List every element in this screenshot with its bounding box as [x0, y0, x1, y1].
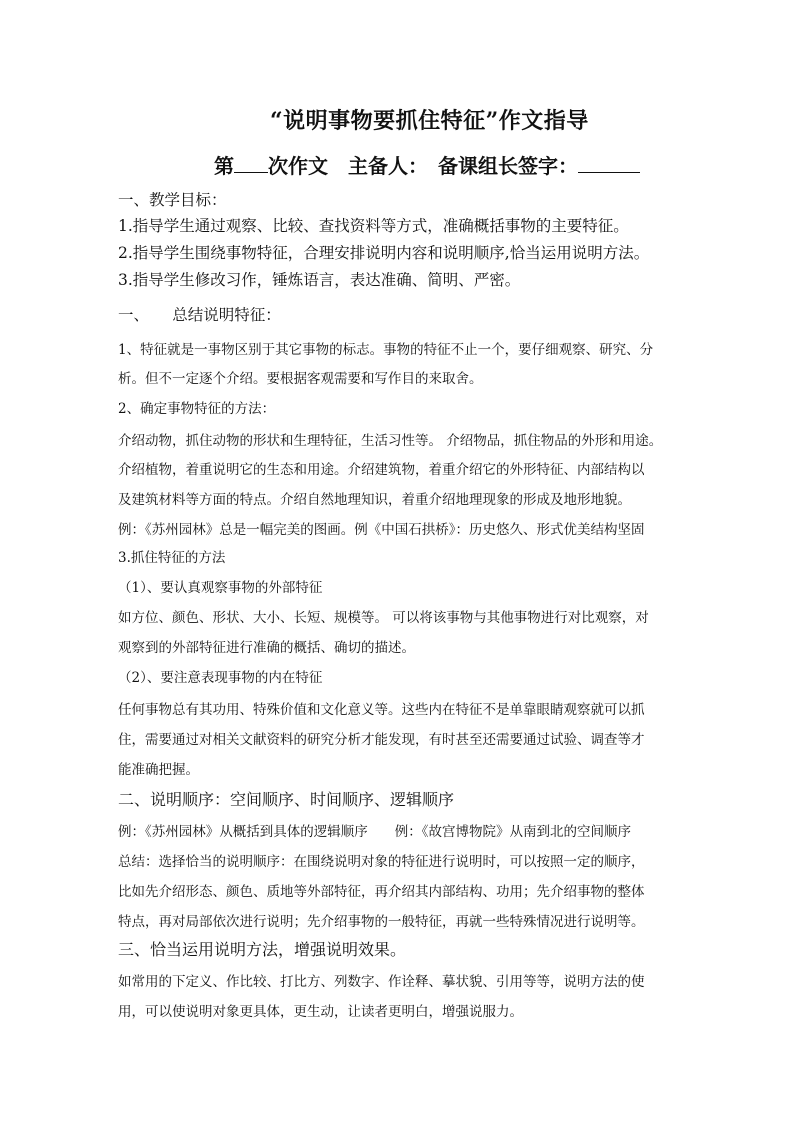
document-subtitle: [214, 150, 640, 179]
goal-line: 2.指导学生围绕事物特征，合理安排说明内容和说明顺序,恰当运用说明方法。: [118, 244, 650, 262]
paragraph-line: 介绍植物，着重说明它的生态和用途。介绍建筑物，着重介绍它的外形特征、内部结构以: [118, 462, 645, 478]
paragraph-line: 总结：选择恰当的说明顺序：在围绕说明对象的特征进行说明时，可以按照一定的顺序，: [118, 854, 645, 870]
paragraph-line: 用，可以使说明对象更具体，更生动，让读者更明白，增强说服力。: [118, 1004, 523, 1020]
paragraph-line: 例：《苏州园林》总是一幅完美的图画。例《中国石拱桥》：历史悠久、形式优美结构坚固: [118, 522, 645, 538]
paragraph-line: （1）、要认真观察事物的外部特征: [118, 580, 323, 596]
paragraph-line: 析。但不一定逐个介绍。要根据客观需要和写作目的来取舍。: [118, 371, 483, 387]
paragraph-line: 及建筑材料等方面的特点。介绍自然地理知识，着重介绍地理现象的形成及地形地貌。: [118, 492, 631, 508]
heading-teaching-goals: 一、教学目标：: [118, 191, 227, 209]
paragraph-line: 介绍动物，抓住动物的形状和生理特征，生活习性等。 介绍物品，抓住物品的外形和用途。: [118, 433, 663, 449]
paragraph-line: 例：《苏州园林》从概括到具体的逻辑顺序 例：《故宫博物院》从南到北的空间顺序: [118, 824, 631, 840]
paragraph-line: 1、特征就是一事物区别于其它事物的标志。事物的特征不止一个，要仔细观察、研究、分: [118, 342, 654, 358]
paragraph-line: 如常用的下定义、作比较、打比方、列数字、作诠释、摹状貌、引用等等，说明方法的使: [118, 974, 645, 990]
paragraph-line: 2、确定事物特征的方法：: [118, 401, 276, 417]
heading-explanation-methods: 三、恰当运用说明方法，增强说明效果。: [118, 940, 407, 959]
goal-line: 1.指导学生通过观察、比较、查找资料等方式，准确概括事物的主要特征。: [118, 217, 629, 235]
paragraph-line: 特点，再对局部依次进行说明；先介绍事物的一般特征，再就一些特殊情况进行说明等。: [118, 914, 645, 930]
paragraph-line: （2）、要注意表现事物的内在特征: [118, 670, 323, 686]
paragraph-line: 比如先介绍形态、颜色、质地等外部特征，再介绍其内部结构、功用；先介绍事物的整体: [118, 884, 645, 900]
goal-line: 3.指导学生修改习作，锤炼语言，表达准确、简明、严密。: [118, 271, 521, 289]
signature-blank: [578, 154, 640, 173]
paragraph-line: 住，需要通过对相关文献资料的研究分析才能发现，有时甚至还需要通过试验、调查等才: [118, 732, 645, 748]
heading-explanation-order: 二、说明顺序：空间顺序、时间顺序、逻辑顺序: [118, 790, 455, 809]
paragraph-line: 任何事物总有其功用、特殊价值和文化意义等。这些内在特征不是单靠眼睛观察就可以抓: [118, 702, 645, 718]
paragraph-line: 观察到的外部特征进行准确的概括、确切的描述。: [118, 640, 415, 656]
subtitle-prefix: 第: [214, 154, 234, 178]
heading-summary-features: 一、 总结说明特征：: [118, 306, 281, 324]
subtitle-middle: 次作文 主备人： 备课组长签字：: [268, 154, 578, 178]
document-title: “说明事物要抓住特征”作文指导: [270, 108, 589, 134]
paragraph-line: 能准确把握。: [118, 762, 199, 778]
paragraph-line: 3.抓住特征的方法: [118, 550, 226, 566]
blank-line: [234, 154, 268, 173]
paragraph-line: 如方位、颜色、形状、大小、长短、规模等。 可以将该事物与其他事物进行对比观察，对: [118, 610, 649, 626]
